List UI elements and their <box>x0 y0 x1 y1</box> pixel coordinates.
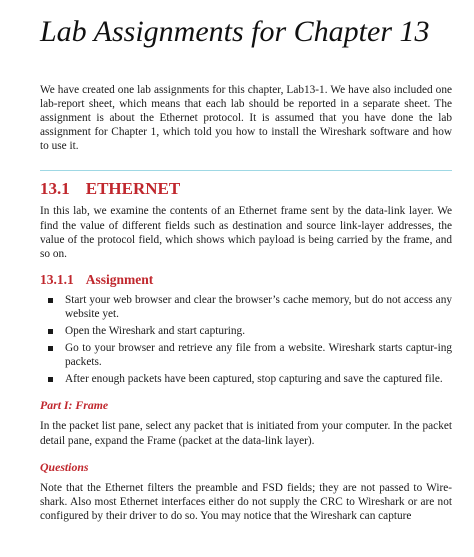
list-item <box>40 341 452 369</box>
questions-heading: Questions <box>40 459 89 474</box>
list-item-text: Open the Wireshark and start capturing. <box>65 325 246 338</box>
list-item <box>40 372 452 386</box>
subsection-number: 13.1.1 <box>40 271 74 287</box>
list-item <box>40 293 452 321</box>
section-body: In this lab, we examine the contents of an Ethernet frame sent by the data-link layer. We find the value of different fields such as destination and source link-layer addresses, the value of the protocol field, which shows which payload is being carried by the frame, and so on. <box>40 205 452 260</box>
square-bullet-icon <box>48 329 53 334</box>
section-number: 13.1 <box>40 179 70 199</box>
square-bullet-icon <box>48 377 53 382</box>
square-bullet-icon <box>48 298 53 303</box>
part-heading: Part I: Frame <box>40 398 109 413</box>
subsection-title: Assignment <box>85 271 154 287</box>
list-item-text: Go to your browser and retrieve any file from a website. Wireshark starts captur-ing packets. <box>65 342 452 369</box>
questions-body: Note that the Ethernet filters the preamble and FSD fields; they are not passed to Wire-shark. Also most Ethernet interfaces either do not supply the CRC to Wireshark or are not configured by their driver to do so. You may notice that the Wireshark can capture <box>40 481 452 522</box>
intro-paragraph: We have created one lab assignments for this chapter, Lab13-1. We have also included one lab-report sheet, which means that each lab should be reported in a separate sheet. The assignment is about the Ethernet protocol. It is assumed that you have done the lab assignment for Chapter 1, which told you how to install the Wireshark software and how to use it. <box>40 84 452 153</box>
list-item-text: After enough packets have been captured, stop capturing and save the captured file. <box>65 373 443 386</box>
section-divider <box>40 170 452 171</box>
document-page <box>40 14 452 523</box>
list-item <box>40 324 452 338</box>
part-body: In the packet list pane, select any packet that is initiated from your computer. In the packet detail pane, expand the Frame (packet at the data-link layer). <box>40 420 452 447</box>
assignment-list <box>40 293 452 387</box>
list-item-text: Start your web browser and clear the browser’s cache memory, but do not access any website yet. <box>65 293 452 320</box>
section-heading <box>40 178 452 200</box>
subsection-heading <box>40 271 452 289</box>
square-bullet-icon <box>48 346 53 351</box>
chapter-title: Lab Assignments for Chapter 13 <box>40 15 430 48</box>
section-title: ETHERNET <box>85 179 181 199</box>
